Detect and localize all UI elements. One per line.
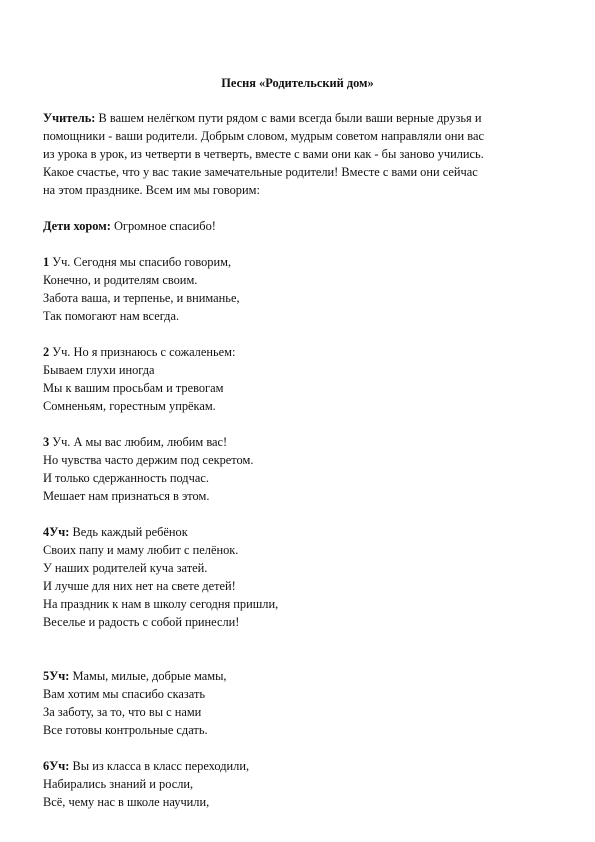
stanza-line: Набирались знаний и росли, (43, 777, 194, 791)
stanza-line: Так помогают нам всегда. (43, 309, 180, 323)
stanza-line (43, 667, 563, 685)
stanza-line: За заботу, за то, что вы с нами (43, 705, 202, 719)
stanza-text: Уч. Но я признаюсь с сожаленьем: (49, 345, 236, 359)
stanza-line: Бываем глухи иногда (43, 363, 155, 377)
stanza-line: Всё, чему нас в школе научили, (43, 795, 210, 809)
stanza-line: Мешает нам признаться в этом. (43, 489, 210, 503)
speaker-label: 2 (43, 345, 50, 359)
teacher-line: из урока в урок, из четверти в четверть, вместе с вами они как - бы заново учились. (43, 147, 484, 161)
teacher-paragraph (43, 109, 563, 199)
stanza-line: На праздник к нам в школу сегодня пришли, (43, 597, 279, 611)
speaker-label: Учитель: (43, 111, 96, 125)
stanza (43, 343, 563, 415)
stanza-line (43, 757, 563, 775)
teacher-line: на этом празднике. Всем им мы говорим: (43, 183, 260, 197)
stanza (43, 757, 563, 811)
speaker-label: 6Уч: (43, 759, 70, 773)
stanza-line: Мы к вашим просьбам и тревогам (43, 381, 224, 395)
stanza-line: У наших родителей куча затей. (43, 561, 208, 575)
page-title: Песня «Родительский дом» (221, 76, 374, 90)
teacher-line: помощники - ваши родители. Добрым словом, мудрым советом направляли они вас (43, 129, 484, 143)
stanza-text: Мамы, милые, добрые мамы, (69, 669, 227, 683)
stanza (43, 433, 563, 505)
stanza-line (43, 523, 563, 541)
teacher-line (43, 109, 563, 127)
stanza-line: Но чувства часто держим под секретом. (43, 453, 254, 467)
teacher-line: Какое счастье, что у вас такие замечательные родители! Вместе с вами они сейчас (43, 165, 478, 179)
stanza-line: Конечно, и родителям своим. (43, 273, 198, 287)
chorus-text: Огромное спасибо! (110, 219, 216, 233)
stanza-line (43, 343, 563, 361)
stanza-line: Вам хотим мы спасибо сказать (43, 687, 206, 701)
stanza (43, 667, 563, 739)
chorus-paragraph (43, 217, 563, 235)
stanza (43, 523, 563, 631)
stanza-line: Своих папу и маму любит с пелёнок. (43, 543, 239, 557)
stanza-text: Ведь каждый ребёнок (69, 525, 188, 539)
stanza-line: Забота ваша, и терпенье, и вниманье, (43, 291, 240, 305)
stanza-text: Вы из класса в класс переходили, (69, 759, 250, 773)
stanza-line: Все готовы контрольные сдать. (43, 723, 208, 737)
stanza-text: Уч. А мы вас любим, любим вас! (49, 435, 228, 449)
stanza-line (43, 253, 563, 271)
stanza (43, 253, 563, 325)
speaker-label: 3 (43, 435, 50, 449)
speaker-label: 4Уч: (43, 525, 70, 539)
chorus-line (43, 217, 563, 235)
stanza-line (43, 433, 563, 451)
stanza-text: Уч. Сегодня мы спасибо говорим, (49, 255, 232, 269)
speaker-label: Дети хором: (43, 219, 111, 233)
stanza-line: И только сдержанность подчас. (43, 471, 209, 485)
stanza-line: Сомненьям, горестным упрёкам. (43, 399, 216, 413)
stanza-line: Веселье и радость с собой принесли! (43, 615, 240, 629)
speaker-label: 1 (43, 255, 50, 269)
stanza-line: И лучше для них нет на свете детей! (43, 579, 236, 593)
teacher-text: В вашем нелёгком пути рядом с вами всегда были ваши верные друзья и (95, 111, 482, 125)
speaker-label: 5Уч: (43, 669, 70, 683)
document-body (43, 109, 563, 829)
